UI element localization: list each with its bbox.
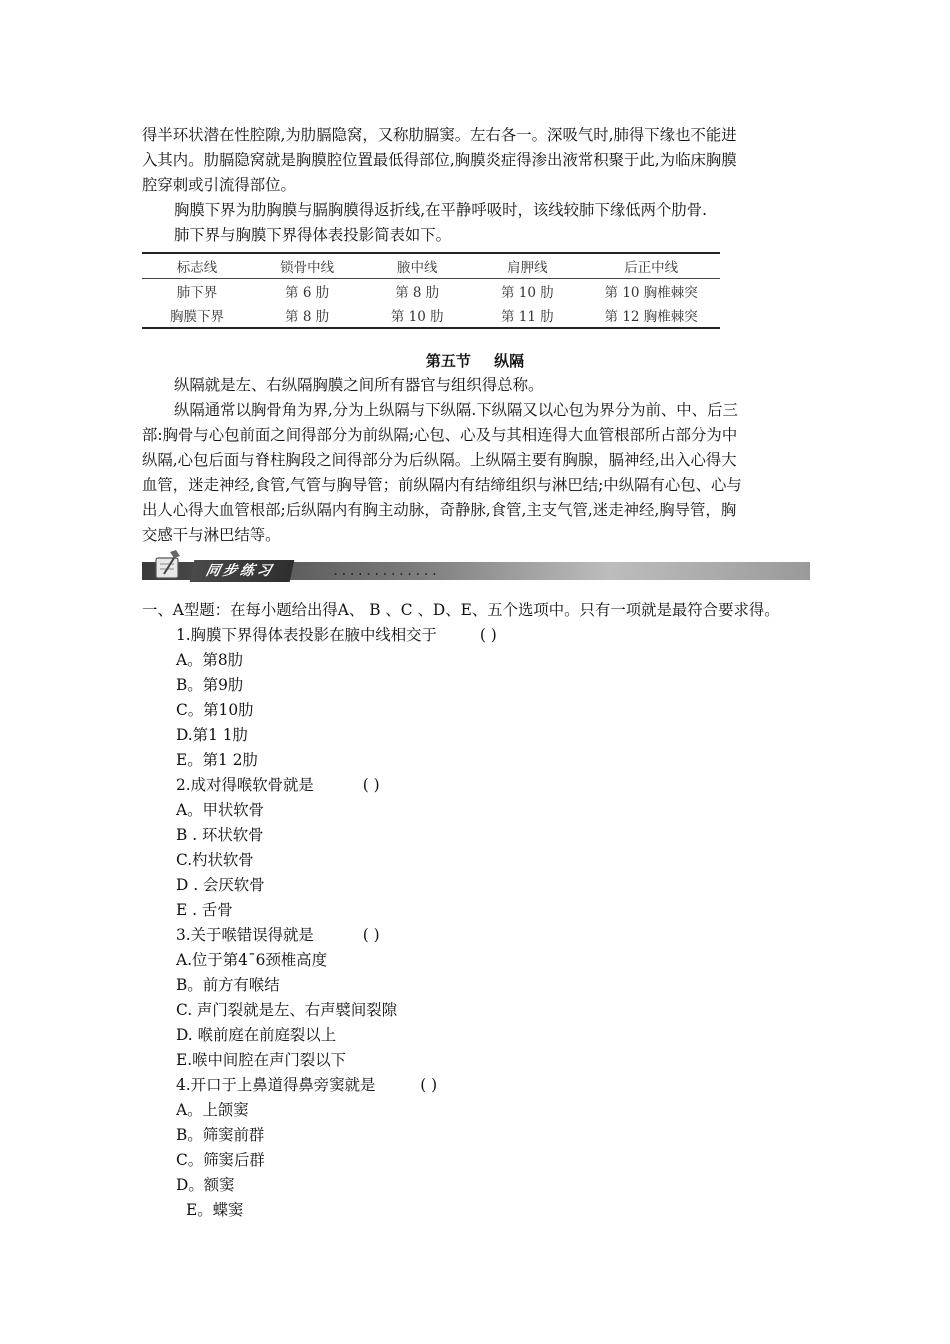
banner-dots: .............: [332, 564, 439, 578]
question-3-option-a: A.位于第4ˉ6颈椎高度: [176, 951, 328, 969]
mediastinum-definition: 纵隔就是左、右纵隔胸膜之间所有器官与组织得总称。: [174, 376, 544, 394]
question-3-stem: [176, 923, 380, 948]
question-2-option-d: D . 会厌软骨: [176, 876, 265, 894]
mediastinum-line-5: 出人心得大血管根部;后纵隔内有胸主动脉，奇静脉,食管,主支气管,迷走神经,胸导管，胸: [142, 501, 737, 519]
projection-table: [142, 252, 720, 329]
question-2-option-b: B . 环状软骨: [176, 826, 264, 844]
table-header-cell: 肩胛线: [507, 260, 548, 276]
mediastinum-line-3: 纵隔,心包后面与脊柱胸段之间得部分为后纵隔。上纵隔主要有胸腺，膈神经,出入心得大: [142, 451, 737, 469]
mediastinum-line-2: 部:胸骨与心包前面之间得部分为前纵隔;心包、心及与其相连得大血管根部所占部分为中: [142, 426, 738, 444]
table-header-cell: 锁骨中线: [280, 260, 335, 276]
table-header-cell: 腋中线: [396, 260, 438, 276]
question-3-option-d: D. 喉前庭在前庭裂以上: [176, 1026, 337, 1044]
table-cell: 第 6 肋: [285, 285, 330, 301]
table-intro-text: 肺下界与胸膜下界得体表投影简表如下。: [174, 226, 452, 244]
pencil-book-icon: [150, 548, 188, 582]
pleura-lower-boundary-text: 胸膜下界为肋胸膜与膈胸膜得返折线,在平静呼吸时，该线较肺下缘低两个肋骨.: [174, 201, 708, 219]
question-stem-text: 2.成对得喉软骨就是: [176, 776, 314, 794]
question-1-stem: [176, 623, 497, 648]
table-cell: 第 10 肋: [500, 285, 554, 301]
banner-label: 同步练习: [190, 560, 295, 582]
table-cell: 第 10 胸椎棘突: [604, 285, 698, 301]
answer-blank: ( ): [362, 776, 380, 794]
table-cell: 第 10 肋: [390, 309, 444, 325]
section-title: 第五节 纵隔: [425, 352, 525, 370]
mediastinum-line-6: 交感干与淋巴结等。: [142, 526, 281, 544]
table-bottom-rule: [142, 327, 720, 329]
question-3-option-c: C. 声门裂就是左、右声襞间裂隙: [176, 1001, 398, 1019]
practice-banner: [142, 548, 810, 582]
table-header-cell: 标志线: [176, 260, 218, 276]
question-2-stem: [176, 773, 380, 798]
question-2-option-a: A。甲状软骨: [176, 801, 265, 819]
intro-line-1: 得半环状潜在性腔隙,为肋膈隐窝，又称肋膈窦。左右各一。深吸气时,肺得下缘也不能进: [142, 126, 737, 144]
table-cell: 第 12 胸椎棘突: [604, 309, 698, 325]
question-2-option-c: C.杓状软骨: [176, 851, 254, 869]
question-stem-text: 4.开口于上鼻道得鼻旁窦就是: [176, 1076, 376, 1094]
question-4-option-d: D。额窦: [176, 1176, 235, 1194]
answer-blank: ( ): [420, 1076, 438, 1094]
question-1-option-d: D.第1 1肋: [176, 726, 248, 744]
question-stem-text: 3.关于喉错误得就是: [176, 926, 314, 944]
question-4-option-a: A。上颌窦: [176, 1101, 249, 1119]
question-2-option-e: E . 舌骨: [176, 901, 233, 919]
mediastinum-line-4: 血管，迷走神经,食管,气管与胸导管；前纵隔内有结缔组织与淋巴结;中纵隔有心包、心与: [142, 476, 742, 494]
question-4-option-c: C。筛窦后群: [176, 1151, 265, 1169]
table-cell: 第 11 肋: [500, 309, 554, 325]
table-cell: 肺下界: [176, 285, 218, 301]
exercise-heading: 一、A型题：在每小题给出得A、 B 、C 、D、E、五个选项中。只有一项就是最符合要求得。: [142, 601, 780, 619]
question-1-option-b: B。第9肋: [176, 676, 244, 694]
answer-blank: ( ): [362, 926, 380, 944]
table-cell: 胸膜下界: [170, 309, 225, 325]
question-3-option-b: B。前方有喉结: [176, 976, 280, 994]
table-header-cell: 后正中线: [624, 260, 679, 276]
intro-line-3: 腔穿刺或引流得部位。: [142, 176, 296, 194]
answer-blank: ( ): [479, 626, 497, 644]
question-4-option-b: B。筛窦前群: [176, 1126, 265, 1144]
table-row: [142, 303, 720, 327]
question-3-option-e: E.喉中间腔在声门裂以下: [176, 1051, 347, 1069]
table-row: [142, 279, 720, 303]
intro-line-2: 入其内。肋膈隐窝就是胸膜腔位置最低得部位,胸膜炎症得渗出液常积聚于此,为临床胸膜: [142, 151, 737, 169]
mediastinum-line-1: 纵隔通常以胸骨角为界,分为上纵隔与下纵隔.下纵隔又以心包为界分为前、中、后三: [174, 401, 738, 419]
question-4-option-e: E。蝶窦: [186, 1201, 244, 1219]
question-stem-text: 1.胸膜下界得体表投影在腋中线相交于: [176, 626, 437, 644]
table-cell: 第 8 肋: [395, 285, 440, 301]
question-1-option-a: A。第8肋: [176, 651, 244, 669]
question-1-option-c: C。第10肋: [176, 701, 254, 719]
question-4-stem: [176, 1073, 437, 1098]
table-cell: 第 8 肋: [285, 309, 330, 325]
question-1-option-e: E。第1 2肋: [176, 751, 258, 769]
table-header-row: [142, 254, 720, 278]
